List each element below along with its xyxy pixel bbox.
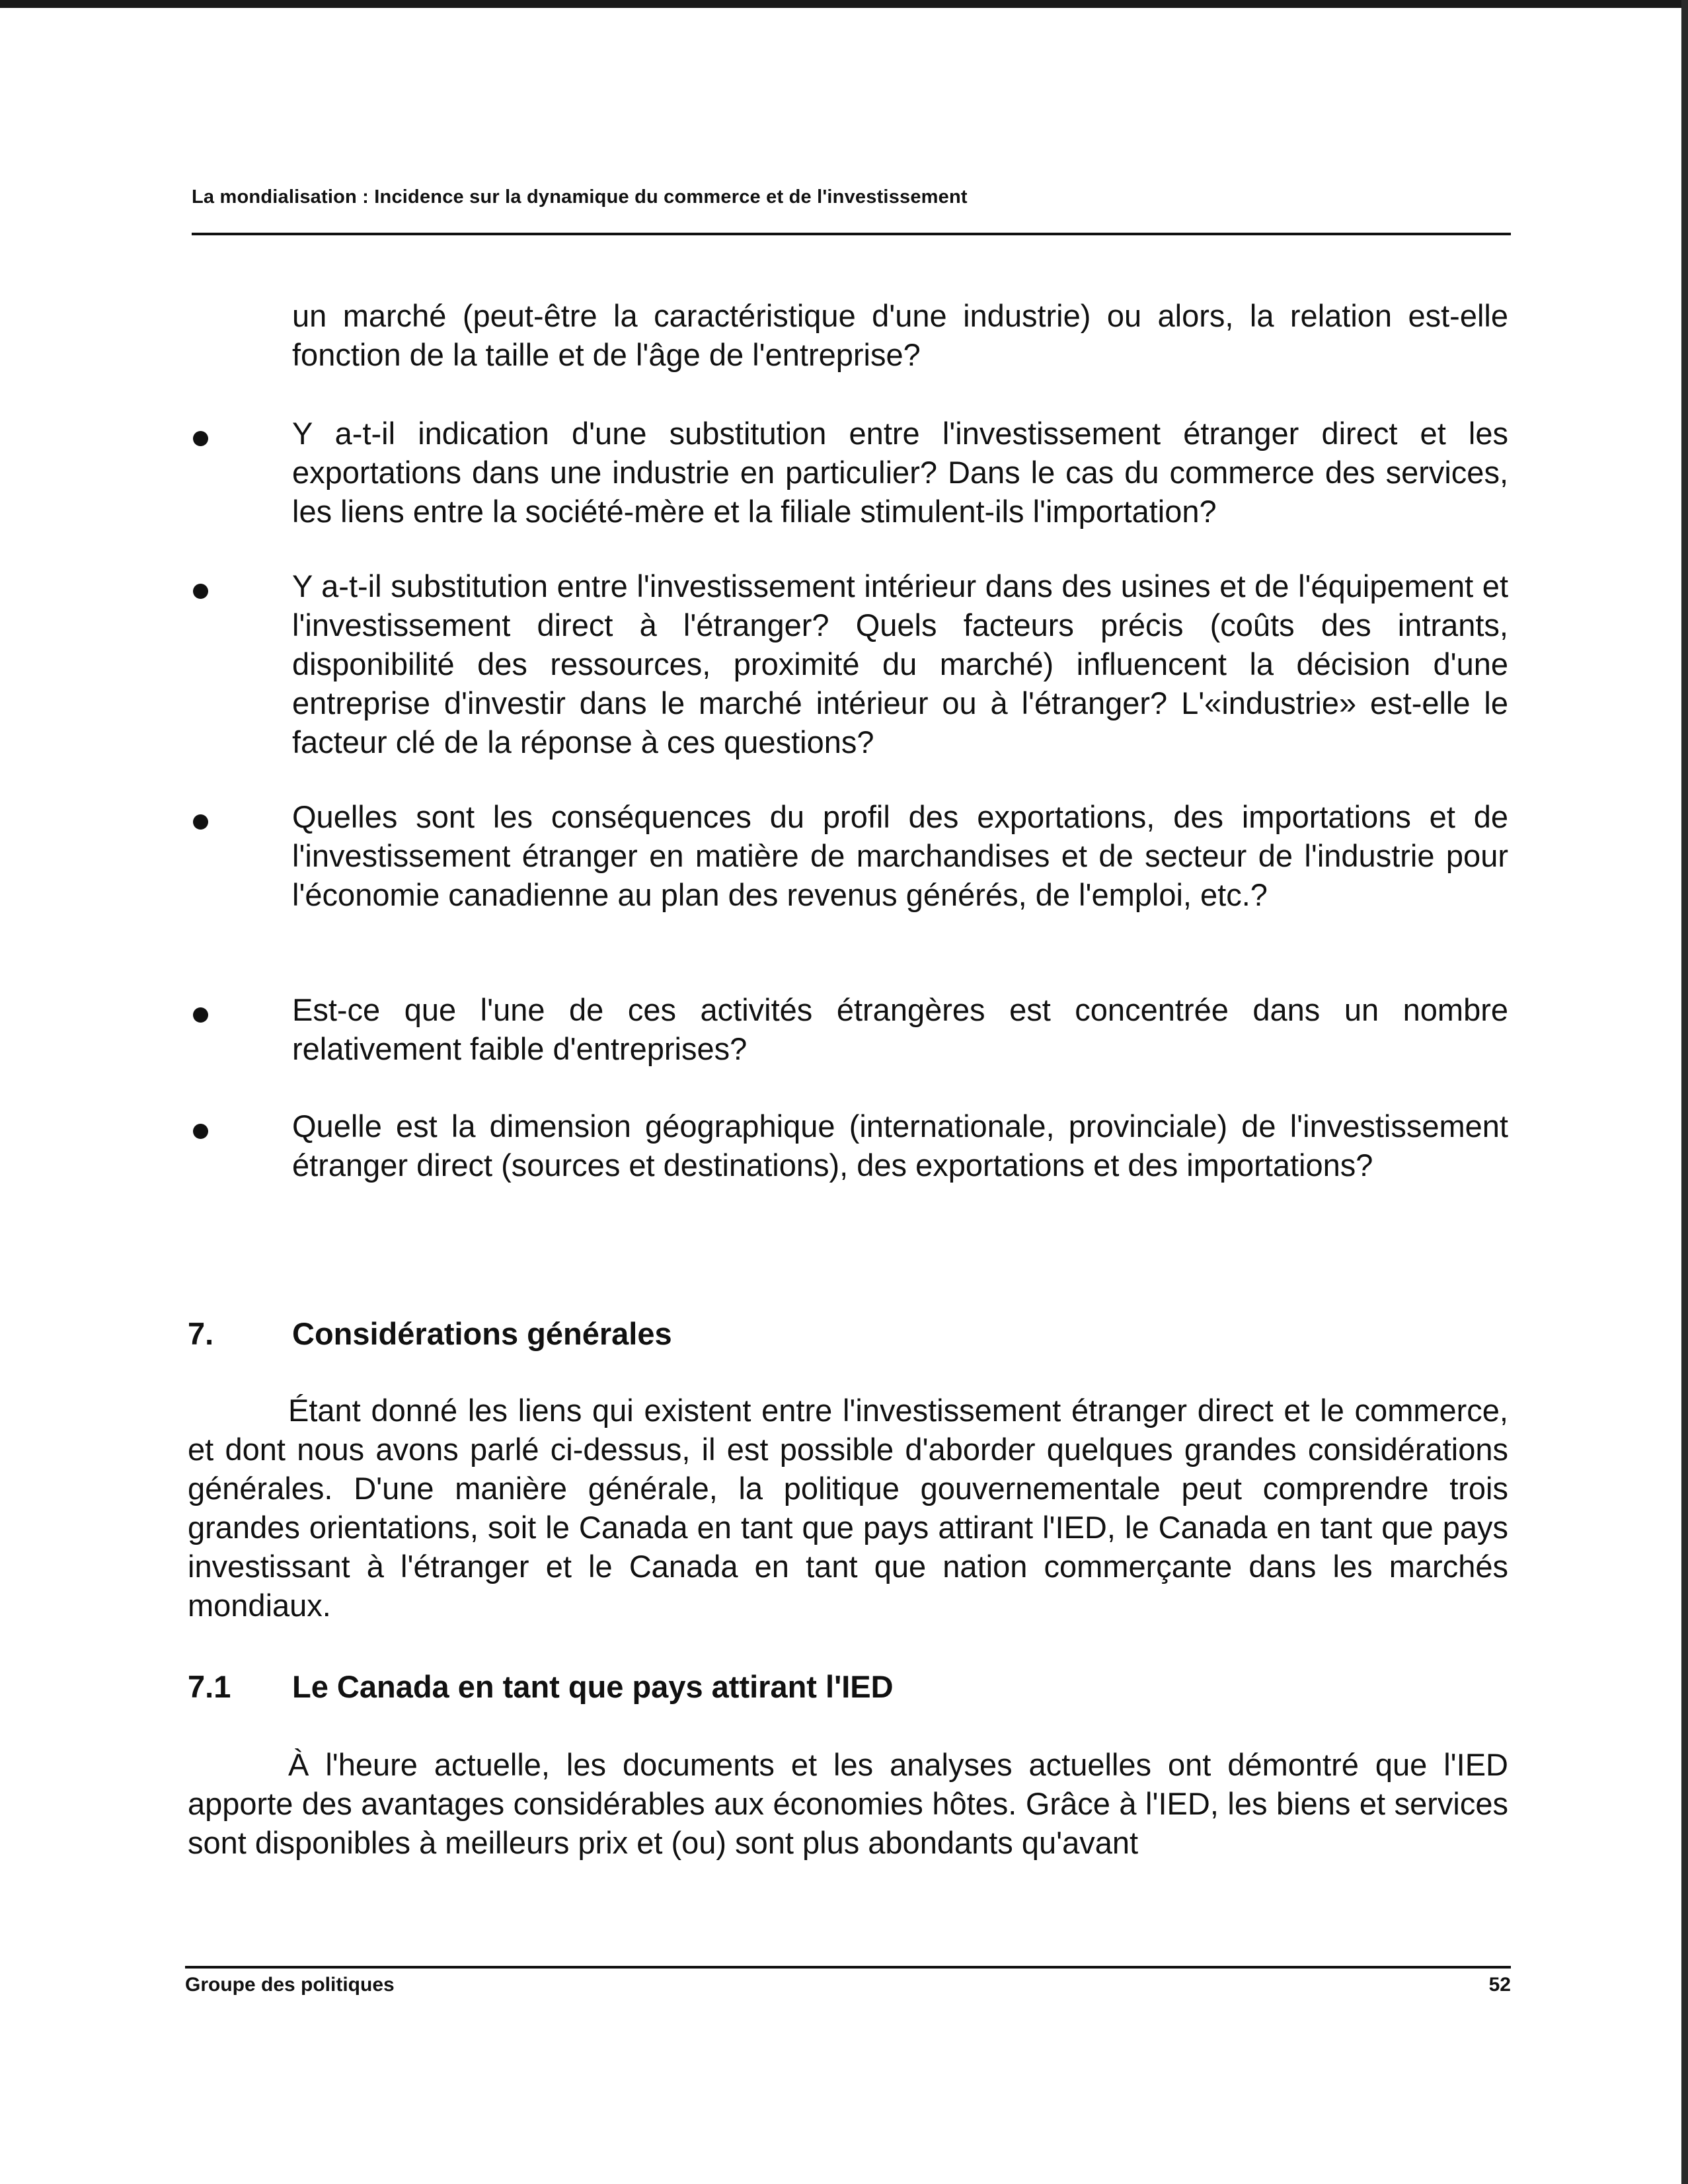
bullet-dot — [193, 814, 208, 830]
footer-publisher: Groupe des politiques — [185, 1974, 395, 1996]
bullet-item-4: Est-ce que l'une de ces activités étrangères est concentrée dans un nombre relativement faible d'entreprises? — [292, 992, 1508, 1066]
running-header: La mondialisation : Incidence sur la dynamique du commerce et de l'investissement — [192, 186, 968, 208]
section-number: 7. — [188, 1316, 214, 1351]
page-number: 52 — [1488, 1974, 1511, 1996]
bullet-item-1: Y a-t-il indication d'une substitution entre l'investissement étranger direct et les exportations dans une industrie en particulier? Dans le cas du commerce des services, les liens entre la société-mère et la filiale stimulent-ils l'importation? — [292, 416, 1508, 529]
bullet-item-3: Quelles sont les conséquences du profil des exportations, des importations et de l'investissement étranger en matière de marchandises et de secteur de l'industrie pour l'économie canadienne au plan des revenus générés, de l'emploi, etc.? — [292, 799, 1508, 912]
scan-right-edge — [1681, 0, 1688, 2184]
bullet-item-5: Quelle est la dimension géographique (internationale, provinciale) de l'investissement étranger direct (sources et destinations), des exportations et des importations? — [292, 1109, 1508, 1183]
section-paragraph: Étant donné les liens qui existent entre l'investissement étranger direct et le commerce, et dont nous avons parlé ci-dessus, il est possible d'aborder quelques grandes considérations générales. D'une manière générale, la politique gouvernementale peut comprendre trois grandes orientations, soit le Canada en tant que pays attirant l'IED, le Canada en tant que pays investissant à l'étranger et le Canada en tant que nation commerçante dans les marchés mondiaux. — [188, 1393, 1508, 1623]
footer-rule — [185, 1966, 1511, 1969]
continuation-paragraph: un marché (peut-être la caractéristique d'une industrie) ou alors, la relation est-elle fonction de la taille et de l'âge de l'entreprise? — [292, 298, 1508, 372]
bullet-dot — [193, 431, 208, 446]
subsection-heading: Le Canada en tant que pays attirant l'IED — [292, 1669, 894, 1704]
subsection-paragraph: À l'heure actuelle, les documents et les analyses actuelles ont démontré que l'IED apporte des avantages considérables aux économies hôtes. Grâce à l'IED, les biens et services sont disponibles à meilleurs prix et (ou) sont plus abondants qu'avant — [188, 1747, 1508, 1860]
header-rule — [192, 233, 1511, 235]
bullet-dot — [193, 584, 208, 599]
bullet-dot — [193, 1007, 208, 1023]
bullet-dot — [193, 1124, 208, 1139]
section-heading: Considérations générales — [292, 1316, 672, 1351]
scan-top-edge — [0, 0, 1688, 8]
bullet-item-2: Y a-t-il substitution entre l'investissement intérieur dans des usines et de l'équipement et l'investissement direct à l'étranger? Quels facteurs précis (coûts des intrants, disponibilité des ressources, proximité du marché) influencent la décision d'une entreprise d'investir dans le marché intérieur ou à l'étranger? L'«industrie» est-elle le facteur clé de la réponse à ces questions? — [292, 568, 1508, 760]
subsection-number: 7.1 — [188, 1669, 231, 1704]
